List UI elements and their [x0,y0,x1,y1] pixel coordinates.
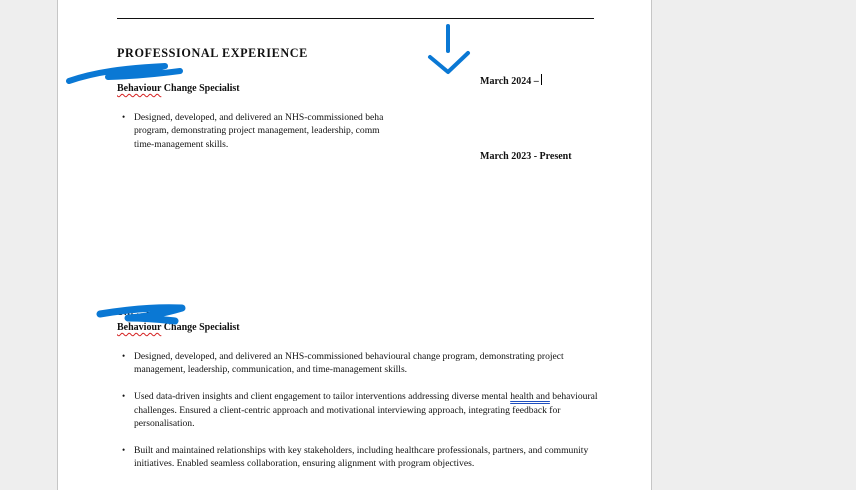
grammar-flagged-phrase[interactable]: health and [510,391,550,403]
bullet-list [117,350,607,484]
text-cursor [541,74,542,85]
list-item: • Built and maintained relationships with key stakeholders, including healthcare professionals, partners, and community initiatives. Enabled seamless collaboration, ensuring alignment with program objectives. [117,444,607,471]
list-item: • Designed, developed, and delivered an NHS-commissioned behavioural change program, demonstrating project management, leadership, communication, and time-management skills. [117,350,607,377]
company-name-redacted: The… …se [117,68,165,79]
job-title: Behaviour Change Specialist [117,322,240,333]
horizontal-rule [117,18,594,19]
date-range: March 2023 - Present [480,151,572,162]
bullet-list [117,111,385,165]
section-title: PROFESSIONAL EXPERIENCE [117,46,308,60]
spellcheck-flagged-word[interactable]: Behaviour [117,83,162,94]
list-item: • Used data-driven insights and client engagement to tailor interventions addressing diverse mental health and behavioural challenges. Ensured a client-centric approach and motivational interviewing approach, integrating feedback for personalisation. [117,390,607,430]
job-title: Behaviour Change Specialist [117,83,240,94]
date-range[interactable]: March 2024 – [480,74,542,87]
spellcheck-flagged-word[interactable]: Behaviour [117,322,162,333]
list-item: • Designed, developed, and delivered an NHS-commissioned beha program, demonstrating project management, leadership, comm time-management skills. [117,111,385,151]
company-name-redacted: T… …se [117,307,155,318]
document-page[interactable] [57,0,652,490]
